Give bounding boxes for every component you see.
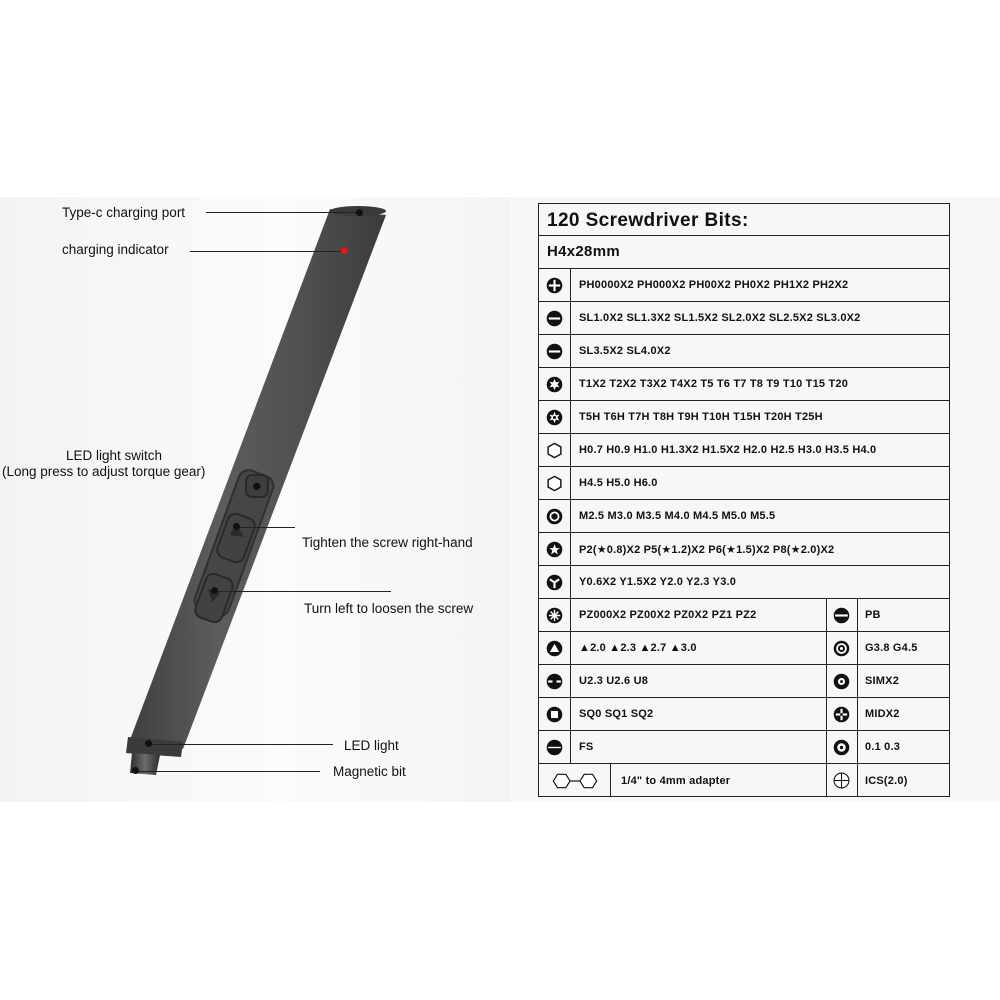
bit-sizes-secondary: MIDX2 <box>865 708 900 720</box>
bit-sizes: T1X2 T2X2 T3X2 T4X2 T5 T6 T7 T8 T9 T10 T15 T20 <box>579 378 849 390</box>
table-row <box>539 566 949 599</box>
magnetic-bit-label: Magnetic bit <box>333 764 406 779</box>
led-switch-label: LED light switch <box>66 448 163 463</box>
hex-icon <box>539 467 571 499</box>
sim-icon <box>826 665 858 697</box>
ics-icon <box>826 764 858 797</box>
bit-sizes: SQ0 SQ1 SQ2 <box>579 708 654 720</box>
table-row <box>539 335 949 368</box>
ics-text: ICS(2.0) <box>865 774 908 787</box>
table-row <box>539 401 949 434</box>
type-c-port-leader <box>206 212 358 213</box>
table-row <box>539 698 949 731</box>
loosen-label: Turn left to loosen the screw <box>304 601 474 616</box>
bit-sizes: SL1.0X2 SL1.3X2 SL1.5X2 SL2.0X2 SL2.5X2 SL3.0X2 <box>579 312 861 324</box>
led-light-leader <box>151 744 333 745</box>
led-switch-note: (Long press to adjust torque gear) <box>2 464 206 479</box>
adapter-icon <box>539 764 611 797</box>
pozidriv-icon <box>539 599 571 631</box>
led-switch-dot-marker <box>253 483 260 490</box>
triangle-icon <box>539 632 571 664</box>
slotted-icon <box>539 335 571 367</box>
type-c-port-dot <box>356 209 363 216</box>
type-c-port-label: Type-c charging port <box>62 205 186 220</box>
torx-icon <box>539 368 571 400</box>
tighten-dot <box>233 523 240 530</box>
bit-sizes: Y0.6X2 Y1.5X2 Y2.0 Y2.3 Y3.0 <box>579 576 737 588</box>
tighten-leader <box>237 527 295 528</box>
table-row <box>539 665 949 698</box>
gear-socket-icon <box>826 632 858 664</box>
table-row <box>539 434 949 467</box>
table-row <box>539 632 949 665</box>
table-row <box>539 764 949 797</box>
bit-sizes-secondary: SIMX2 <box>865 675 900 687</box>
magnetic-bit-dot <box>132 767 139 774</box>
charging-indicator-label: charging indicator <box>62 242 169 257</box>
bit-sizes: U2.3 U2.6 U8 <box>579 675 649 687</box>
slotted-icon <box>539 302 571 334</box>
bit-sizes: H0.7 H0.9 H1.0 H1.3X2 H1.5X2 H2.0 H2.5 H3.0 H3.5 H4.0 <box>579 444 877 456</box>
bit-sizes-secondary: 0.1 0.3 <box>865 741 901 753</box>
table-subtitle-row <box>539 236 949 269</box>
tri-wing-icon <box>539 566 571 598</box>
bit-sizes-secondary: G3.8 G4.5 <box>865 642 918 654</box>
mid-cross-icon <box>826 698 858 730</box>
led-light-label: LED light <box>344 738 399 753</box>
fs-icon <box>539 731 571 763</box>
led-light-dot <box>145 740 152 747</box>
adapter-text: 1/4" to 4mm adapter <box>621 774 731 787</box>
table-row <box>539 731 949 764</box>
table-row <box>539 533 949 566</box>
bit-sizes: M2.5 M3.0 M3.5 M4.0 M4.5 M5.0 M5.5 <box>579 510 776 522</box>
bit-sizes: T5H T6H T7H T8H T9H T10H T15H T20H T25H <box>579 411 823 423</box>
bit-sizes: SL3.5X2 SL4.0X2 <box>579 345 671 357</box>
table-row <box>539 368 949 401</box>
table-row <box>539 500 949 533</box>
bit-sizes: P2(★0.8)X2 P5(★1.2)X2 P6(★1.5)X2 P8(★2.0)X2 <box>579 543 835 556</box>
tighten-label: Tighten the screw right-hand <box>302 535 473 550</box>
table-title: 120 Screwdriver Bits: <box>547 210 749 231</box>
hex-icon <box>539 434 571 466</box>
bit-sizes: FS <box>579 741 594 753</box>
dot-ring-icon <box>826 731 858 763</box>
socket-icon <box>539 500 571 532</box>
loosen-dot <box>211 587 218 594</box>
bit-sizes: PZ000X2 PZ00X2 PZ0X2 PZ1 PZ2 <box>579 609 757 621</box>
phillips-icon <box>539 269 571 301</box>
screwdriver-bits-table <box>538 203 950 797</box>
electric-screwdriver-illustration <box>0 197 510 802</box>
u-type-icon <box>539 665 571 697</box>
table-row <box>539 599 949 632</box>
charging-indicator-leader <box>190 251 342 252</box>
torx-security-icon <box>539 401 571 433</box>
table-title-row <box>539 204 949 236</box>
magnetic-bit-leader <box>138 771 320 772</box>
table-row <box>539 467 949 500</box>
pb-icon <box>826 599 858 631</box>
loosen-leader <box>215 591 391 592</box>
table-subtitle: H4x28mm <box>547 243 620 260</box>
charging-indicator-dot <box>341 247 348 254</box>
table-row <box>539 302 949 335</box>
bit-sizes: ▲2.0 ▲2.3 ▲2.7 ▲3.0 <box>579 642 697 654</box>
square-icon <box>539 698 571 730</box>
bit-sizes: PH0000X2 PH000X2 PH00X2 PH0X2 PH1X2 PH2X2 <box>579 279 849 291</box>
bit-sizes-secondary: PB <box>865 609 881 621</box>
bit-sizes: H4.5 H5.0 H6.0 <box>579 477 658 489</box>
table-row <box>539 269 949 302</box>
pentalobe-icon <box>539 533 571 565</box>
